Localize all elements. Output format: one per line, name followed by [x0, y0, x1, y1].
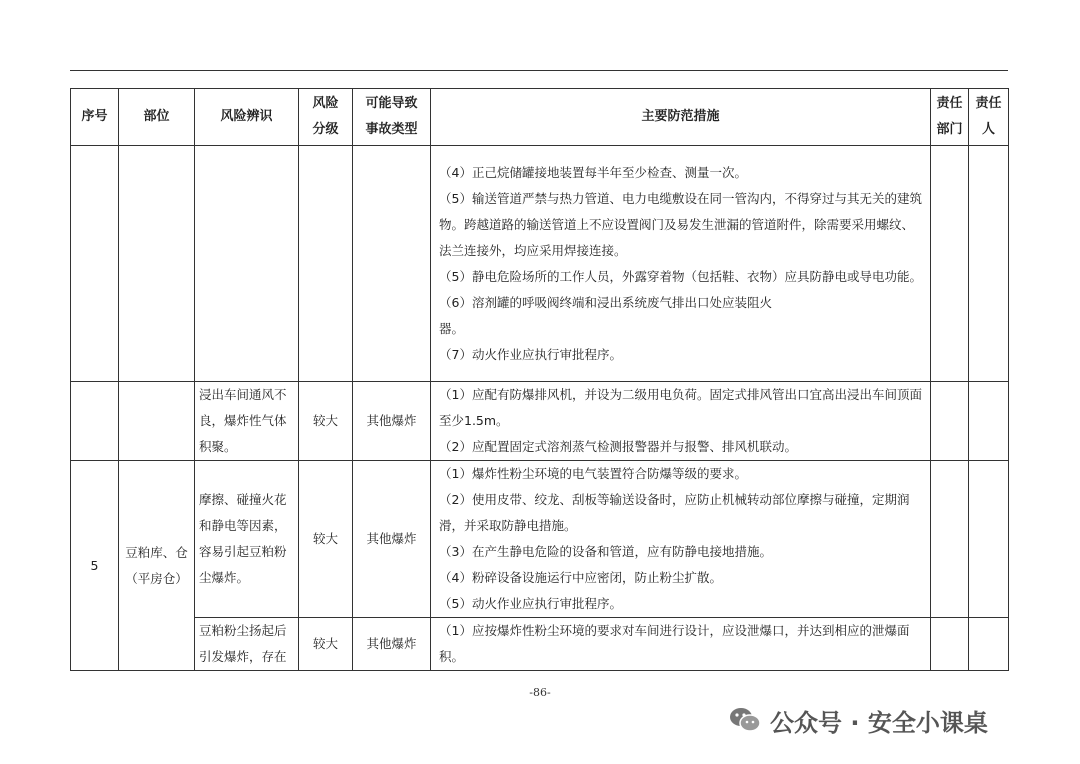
- dept-cell: [931, 382, 969, 461]
- accident-cell: 其他爆炸: [353, 461, 431, 618]
- location-cell: [119, 382, 195, 461]
- measure-item: （6）溶剂罐的呼吸阀终端和浸出系统废气排出口处应装阻火: [439, 294, 772, 310]
- measure-item: （1）应配有防爆排风机，并设为二级用电负荷。固定式排风管出口宜高出浸出车间顶面至少1.5m。: [439, 387, 922, 428]
- measure-item: （5）动火作业应执行审批程序。: [439, 596, 622, 611]
- watermark: [728, 702, 988, 738]
- watermark-text: 公众号 · 安全小课桌: [770, 708, 988, 737]
- location-line2: （平房仓）: [125, 570, 188, 586]
- measure-item: （7）动火作业应执行审批程序。: [439, 346, 622, 362]
- col-accident-line1: 可能导致: [365, 96, 418, 111]
- measures-cell: [431, 618, 931, 671]
- col-seq: 序号: [71, 89, 119, 146]
- table-row: [71, 146, 1009, 382]
- header-row: [71, 89, 1009, 146]
- location-cell: [119, 461, 195, 671]
- col-level: [299, 89, 353, 146]
- location-cell: [119, 146, 195, 382]
- risk-cell: 浸出车间通风不良，爆炸性气体积聚。: [195, 382, 299, 461]
- dept-cell: [931, 461, 969, 618]
- dept-cell: [931, 618, 969, 671]
- col-dept-line1: 责任: [936, 96, 963, 111]
- risk-table: [70, 88, 1009, 671]
- level-cell: 较大: [299, 461, 353, 618]
- measure-item: （4）粉碎设备设施运行中应密闭，防止粉尘扩散。: [439, 570, 722, 585]
- seq-cell: [71, 382, 119, 461]
- person-cell: [969, 618, 1009, 671]
- measure-item: （2）使用皮带、绞龙、刮板等输送设备时，应防止机械转动部位摩擦与碰撞，定期润滑，并采取防静电措施。: [439, 492, 910, 533]
- dept-cell: [931, 146, 969, 382]
- risk-cell: [195, 146, 299, 382]
- measure-item: （1）应按爆炸性粉尘环境的要求对车间进行设计，应设泄爆口，并达到相应的泄爆面积。: [439, 623, 910, 664]
- measures-cell: [431, 382, 931, 461]
- measure-item: （4）正己烷储罐接地装置每半年至少检查、测量一次。: [439, 164, 747, 180]
- table-row: [71, 618, 1009, 671]
- measure-item: （5）输送管道严禁与热力管道、电力电缆敷设在同一管沟内，不得穿过与其无关的建筑物。跨越道路的输送管道上不应设置阀门及易发生泄漏的管道附件，除需要采用螺纹、法兰连接外，均应采用焊接连接。: [439, 190, 922, 258]
- col-accident: [353, 89, 431, 146]
- col-measures: 主要防范措施: [431, 89, 931, 146]
- accident-cell: 其他爆炸: [353, 618, 431, 671]
- col-level-line1: 风险: [312, 96, 339, 111]
- seq-cell: 5: [71, 461, 119, 671]
- col-person-line2: 人: [981, 122, 995, 137]
- location-line1: 豆粕库、仓: [125, 544, 188, 560]
- col-location: 部位: [119, 89, 195, 146]
- measures-cell: [431, 146, 931, 382]
- top-rule: [70, 70, 1008, 71]
- table-row: [71, 382, 1009, 461]
- measure-item: （3）在产生静电危险的设备和管道，应有防静电接地措施。: [439, 544, 772, 559]
- measure-item: 器。: [439, 320, 465, 336]
- table-row: [71, 461, 1009, 618]
- col-level-line2: 分级: [312, 122, 339, 137]
- level-cell: [299, 146, 353, 382]
- col-accident-line2: 事故类型: [365, 122, 418, 137]
- measure-item: （2）应配置固定式溶剂蒸气检测报警器并与报警、排风机联动。: [439, 439, 797, 454]
- seq-cell: [71, 146, 119, 382]
- risk-cell: 摩擦、碰撞火花和静电等因素，容易引起豆粕粉尘爆炸。: [195, 461, 299, 618]
- level-cell: 较大: [299, 618, 353, 671]
- accident-cell: [353, 146, 431, 382]
- person-cell: [969, 461, 1009, 618]
- person-cell: [969, 146, 1009, 382]
- measure-item: （5）静电危险场所的工作人员，外露穿着物（包括鞋、衣物）应具防静电或导电功能。: [439, 268, 922, 284]
- measures-cell: [431, 461, 931, 618]
- page-number: -86-: [529, 686, 551, 699]
- col-dept: [931, 89, 969, 146]
- accident-cell: 其他爆炸: [353, 382, 431, 461]
- wechat-icon: [728, 705, 762, 735]
- col-dept-line2: 部门: [936, 122, 963, 137]
- col-person: [969, 89, 1009, 146]
- col-person-line1: 责任: [975, 96, 1002, 111]
- risk-cell: 豆粕粉尘扬起后引发爆炸，存在: [195, 618, 299, 671]
- level-cell: 较大: [299, 382, 353, 461]
- person-cell: [969, 382, 1009, 461]
- measure-item: （1）爆炸性粉尘环境的电气装置符合防爆等级的要求。: [439, 466, 747, 481]
- col-risk: 风险辨识: [195, 89, 299, 146]
